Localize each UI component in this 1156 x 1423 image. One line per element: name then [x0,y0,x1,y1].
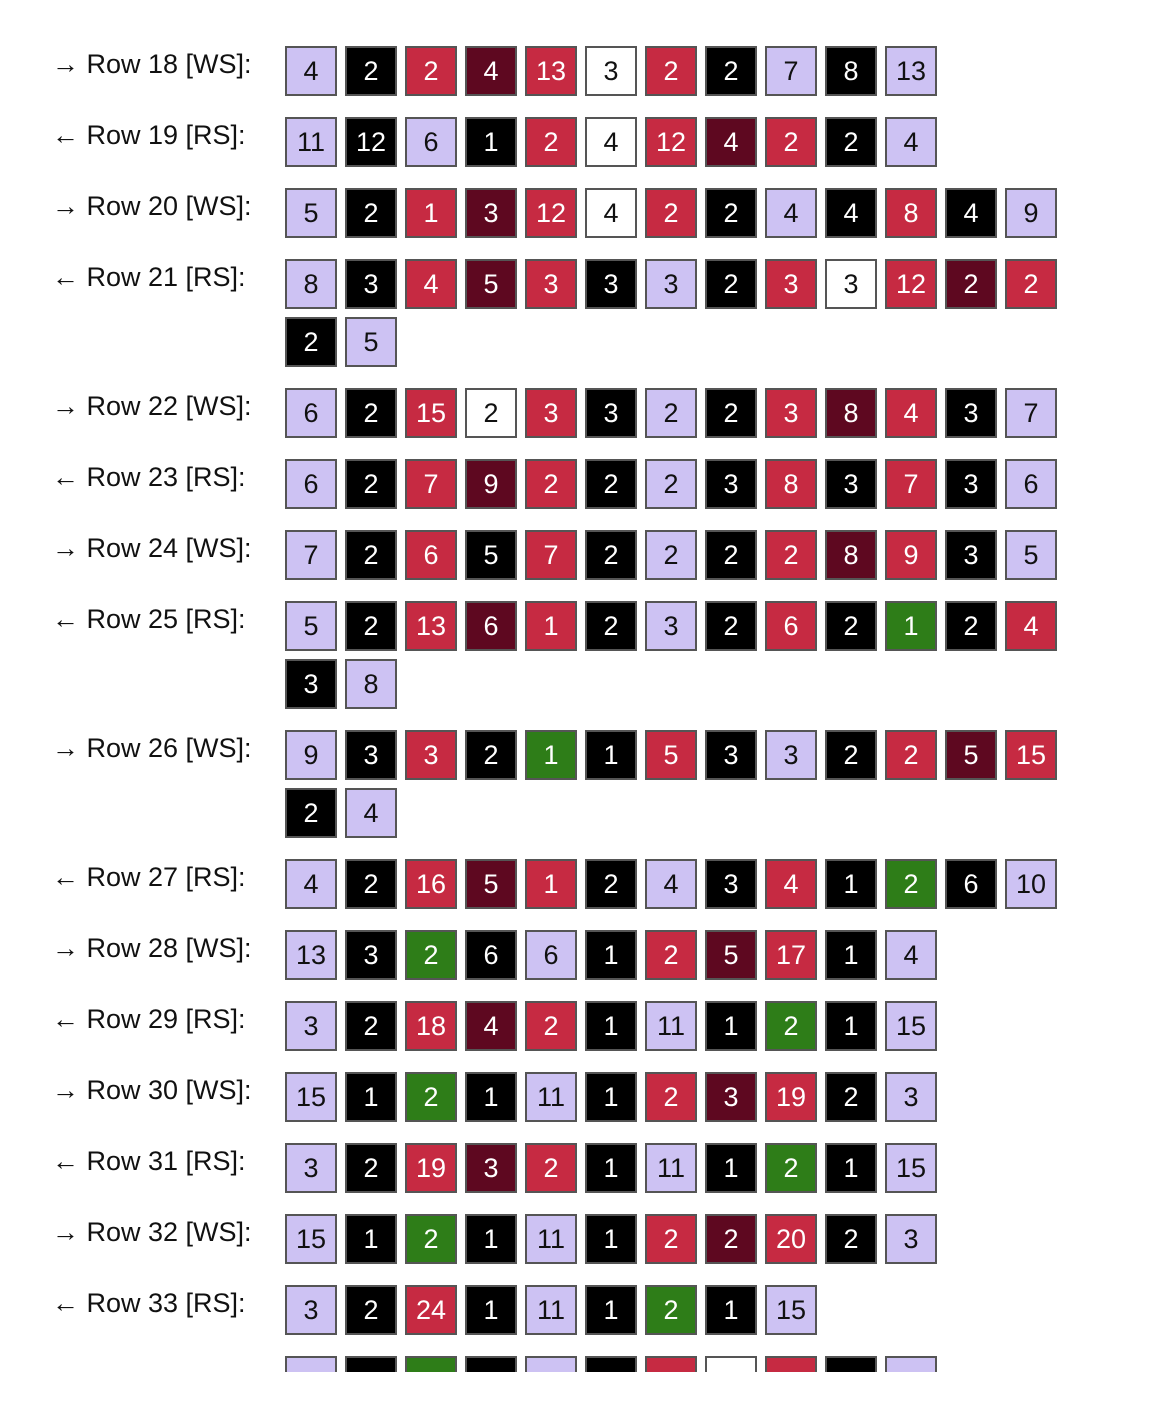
stitch-cell: 2 [705,601,757,651]
stitch-cell: 2 [705,46,757,96]
stitch-cell: 2 [285,317,337,367]
stitch-cell: 2 [645,46,697,96]
stitch-cell: 5 [705,930,757,980]
stitch-cell: 1 [465,1072,517,1122]
stitch-cell: 1 [705,1143,757,1193]
stitch-cell: 1 [585,1001,637,1051]
row-label: → Row 24 [WS]: [52,533,252,563]
stitch-cell: 8 [825,388,877,438]
stitch-cell: 11 [525,1214,577,1264]
stitch-cell: 16 [405,859,457,909]
stitch-cell: 2 [345,1143,397,1193]
stitch-cell: 2 [645,188,697,238]
stitch-cell: 4 [705,117,757,167]
stitch-cell: 6 [285,459,337,509]
stitch-cell: 5 [465,259,517,309]
stitch-cell: 3 [285,659,337,709]
row-label: → Row 32 [WS]: [52,1217,252,1247]
stitch-cell: 4 [405,259,457,309]
stitch-cell: 7 [285,530,337,580]
stitch-cell: 2 [405,1214,457,1264]
stitch-cell: 8 [765,459,817,509]
stitch-cell: 2 [345,530,397,580]
stitch-cell: 5 [645,730,697,780]
stitch-cell: 1 [345,1072,397,1122]
stitch-cell: 2 [645,930,697,980]
stitch-cell: 2 [705,259,757,309]
stitch-cell: 15 [1005,730,1057,780]
stitch-cell: 8 [345,659,397,709]
stitch-cell: 6 [945,859,997,909]
stitch-cell: 2 [465,730,517,780]
stitch-cell: 7 [525,530,577,580]
stitch-cell: 1 [885,601,937,651]
stitch-cell: 12 [345,117,397,167]
stitch-cell: 3 [645,601,697,651]
stitch-cell: 2 [405,46,457,96]
stitch-cell: 1 [825,1143,877,1193]
stitch-cell: 1 [825,930,877,980]
stitch-cell: 3 [585,259,637,309]
stitch-cell: 6 [465,930,517,980]
stitch-cell: 3 [945,388,997,438]
stitch-cell: 2 [645,388,697,438]
row-label: ← Row 27 [RS]: [52,862,246,892]
stitch-cell: 5 [945,730,997,780]
stitch-cell: 7 [405,459,457,509]
stitch-cell: 4 [1005,601,1057,651]
stitch-cell: 3 [825,259,877,309]
stitch-cell: 3 [285,1001,337,1051]
row-label: ← Row 23 [RS]: [52,462,246,492]
stitch-cell: 1 [585,1143,637,1193]
stitch-cell: 15 [285,1214,337,1264]
stitch-cell: 3 [585,46,637,96]
stitch-cell: 10 [1005,859,1057,909]
stitch-cell: 6 [405,530,457,580]
stitch-cell: 3 [705,1072,757,1122]
stitch-cell: 1 [705,1001,757,1051]
stitch-cell: 9 [885,530,937,580]
stitch-cell: 4 [285,859,337,909]
stitch-cell: 3 [945,530,997,580]
stitch-cell [405,1356,457,1372]
stitch-cell: 19 [765,1072,817,1122]
stitch-cell: 4 [345,788,397,838]
stitch-cell: 6 [1005,459,1057,509]
stitch-cell: 15 [765,1285,817,1335]
stitch-cell: 2 [765,1143,817,1193]
stitch-cell: 1 [705,1285,757,1335]
stitch-cell: 2 [345,459,397,509]
stitch-cell: 2 [825,1214,877,1264]
stitch-cell: 12 [645,117,697,167]
stitch-cell: 1 [405,188,457,238]
stitch-cell: 4 [465,46,517,96]
stitch-cell: 2 [945,601,997,651]
stitch-cell: 1 [345,1214,397,1264]
stitch-cell: 3 [405,730,457,780]
stitch-cell: 20 [765,1214,817,1264]
stitch-cell: 15 [405,388,457,438]
row-label: → Row 20 [WS]: [52,191,252,221]
stitch-cell: 4 [585,188,637,238]
row-label: → Row 18 [WS]: [52,49,252,79]
stitch-cell: 12 [885,259,937,309]
stitch-cell: 4 [585,117,637,167]
stitch-cell: 3 [285,1285,337,1335]
stitch-cell: 4 [285,46,337,96]
row-label [52,1354,277,1372]
stitch-cell: 4 [465,1001,517,1051]
stitch-cell: 4 [945,188,997,238]
stitch-cell: 2 [825,1072,877,1122]
stitch-cell: 3 [345,730,397,780]
stitch-cell: 2 [885,859,937,909]
stitch-cell: 11 [525,1285,577,1335]
stitch-cell: 3 [705,859,757,909]
row-label: ← Row 21 [RS]: [52,262,246,292]
stitch-cell: 2 [945,259,997,309]
stitch-cell: 11 [645,1001,697,1051]
stitch-cell: 2 [1005,259,1057,309]
stitch-cell: 1 [585,1072,637,1122]
stitch-cell: 24 [405,1285,457,1335]
stitch-cell [525,1356,577,1372]
stitch-cell: 1 [465,1285,517,1335]
stitch-cell: 5 [1005,530,1057,580]
stitch-cell: 1 [525,859,577,909]
stitch-cell [585,1356,637,1372]
stitch-cell: 3 [525,388,577,438]
stitch-cell: 2 [525,117,577,167]
stitch-cell: 15 [285,1072,337,1122]
stitch-cell: 4 [765,859,817,909]
stitch-cell: 7 [765,46,817,96]
stitch-cell: 8 [285,259,337,309]
stitch-cell: 2 [705,530,757,580]
stitch-cell: 13 [405,601,457,651]
stitch-cell: 8 [825,530,877,580]
stitch-cell: 2 [825,601,877,651]
stitch-cell: 3 [945,459,997,509]
stitch-cell: 15 [885,1001,937,1051]
stitch-cell: 4 [885,930,937,980]
row-label: → Row 26 [WS]: [52,733,252,763]
stitch-cell: 13 [525,46,577,96]
stitch-cell: 15 [885,1143,937,1193]
stitch-cell: 3 [825,459,877,509]
stitch-cell: 8 [885,188,937,238]
stitch-cell: 3 [765,259,817,309]
stitch-cell: 11 [645,1143,697,1193]
stitch-cell: 2 [585,601,637,651]
stitch-cell: 1 [585,1214,637,1264]
stitch-cell: 2 [405,1072,457,1122]
stitch-cell: 8 [825,46,877,96]
row-label: ← Row 19 [RS]: [52,120,246,150]
stitch-cell: 2 [285,788,337,838]
stitch-cell: 5 [285,601,337,651]
stitch-cell: 2 [645,1214,697,1264]
stitch-cell: 2 [345,601,397,651]
stitch-cell: 19 [405,1143,457,1193]
stitch-cell: 2 [345,1001,397,1051]
stitch-cell: 1 [585,930,637,980]
stitch-cell: 17 [765,930,817,980]
stitch-cell: 1 [585,1285,637,1335]
stitch-cell: 6 [285,388,337,438]
stitch-cell [705,1356,757,1372]
row-label: → Row 30 [WS]: [52,1075,252,1105]
stitch-cell: 3 [645,259,697,309]
stitch-cell: 3 [345,259,397,309]
stitch-cell [345,1356,397,1372]
stitch-cell: 2 [585,530,637,580]
stitch-cell: 3 [345,930,397,980]
stitch-cell: 3 [465,1143,517,1193]
stitch-cell: 7 [885,459,937,509]
stitch-cell: 1 [825,859,877,909]
stitch-cell: 2 [585,459,637,509]
stitch-cell: 2 [705,388,757,438]
stitch-cell: 2 [645,1285,697,1335]
stitch-cell [825,1356,877,1372]
stitch-cell: 1 [825,1001,877,1051]
stitch-cell: 6 [405,117,457,167]
stitch-cell: 1 [525,601,577,651]
stitch-cell: 2 [345,1285,397,1335]
stitch-cell: 3 [705,459,757,509]
stitch-cell: 2 [885,730,937,780]
stitch-cell: 2 [345,859,397,909]
stitch-cell: 4 [885,117,937,167]
stitch-cell [465,1356,517,1372]
row-label: → Row 28 [WS]: [52,933,252,963]
row-label: ← Row 31 [RS]: [52,1146,246,1176]
stitch-cell: 2 [345,388,397,438]
stitch-cell: 3 [885,1072,937,1122]
stitch-cell [885,1356,937,1372]
stitch-cell: 2 [645,459,697,509]
stitch-cell: 4 [885,388,937,438]
stitch-cell: 2 [405,930,457,980]
stitch-cell: 2 [585,859,637,909]
stitch-cell: 1 [465,1214,517,1264]
stitch-cell: 4 [765,188,817,238]
stitch-cell: 2 [345,46,397,96]
stitch-cell: 3 [525,259,577,309]
stitch-cell: 6 [525,930,577,980]
stitch-cell: 3 [585,388,637,438]
stitch-cell: 1 [465,117,517,167]
stitch-cell: 13 [885,46,937,96]
stitch-cell: 2 [525,1001,577,1051]
stitch-cell: 5 [345,317,397,367]
stitch-cell: 11 [525,1072,577,1122]
stitch-cell: 5 [285,188,337,238]
row-label: ← Row 25 [RS]: [52,604,246,634]
stitch-cell: 3 [705,730,757,780]
stitch-cell: 2 [825,730,877,780]
stitch-cell [285,1356,337,1372]
stitch-cell: 6 [765,601,817,651]
stitch-cell: 2 [345,188,397,238]
stitch-cell: 7 [1005,388,1057,438]
stitch-cell: 2 [765,1001,817,1051]
stitch-cell: 11 [285,117,337,167]
stitch-cell [645,1356,697,1372]
stitch-cell: 2 [525,1143,577,1193]
stitch-cell: 2 [705,1214,757,1264]
stitch-cell [765,1356,817,1372]
stitch-cell: 2 [765,117,817,167]
stitch-cell: 3 [765,730,817,780]
stitch-cell: 2 [645,1072,697,1122]
stitch-cell: 1 [585,730,637,780]
stitch-cell: 13 [285,930,337,980]
stitch-cell: 2 [645,530,697,580]
stitch-cell: 5 [465,859,517,909]
stitch-cell: 2 [765,530,817,580]
stitch-cell: 12 [525,188,577,238]
stitch-cell: 9 [285,730,337,780]
stitch-cell: 4 [645,859,697,909]
row-label: ← Row 33 [RS]: [52,1288,246,1318]
stitch-cell: 3 [285,1143,337,1193]
stitch-cell: 9 [465,459,517,509]
stitch-cell: 3 [465,188,517,238]
stitch-cell: 6 [465,601,517,651]
stitch-cell: 18 [405,1001,457,1051]
stitch-cell: 2 [465,388,517,438]
stitch-cell: 2 [825,117,877,167]
row-label: ← Row 29 [RS]: [52,1004,246,1034]
stitch-cell: 2 [705,188,757,238]
row-label: → Row 22 [WS]: [52,391,252,421]
stitch-cell: 4 [825,188,877,238]
stitch-cell: 2 [525,459,577,509]
stitch-cell: 3 [765,388,817,438]
stitch-cell: 3 [885,1214,937,1264]
stitch-cell: 1 [525,730,577,780]
stitch-cell: 5 [465,530,517,580]
stitch-cell: 9 [1005,188,1057,238]
